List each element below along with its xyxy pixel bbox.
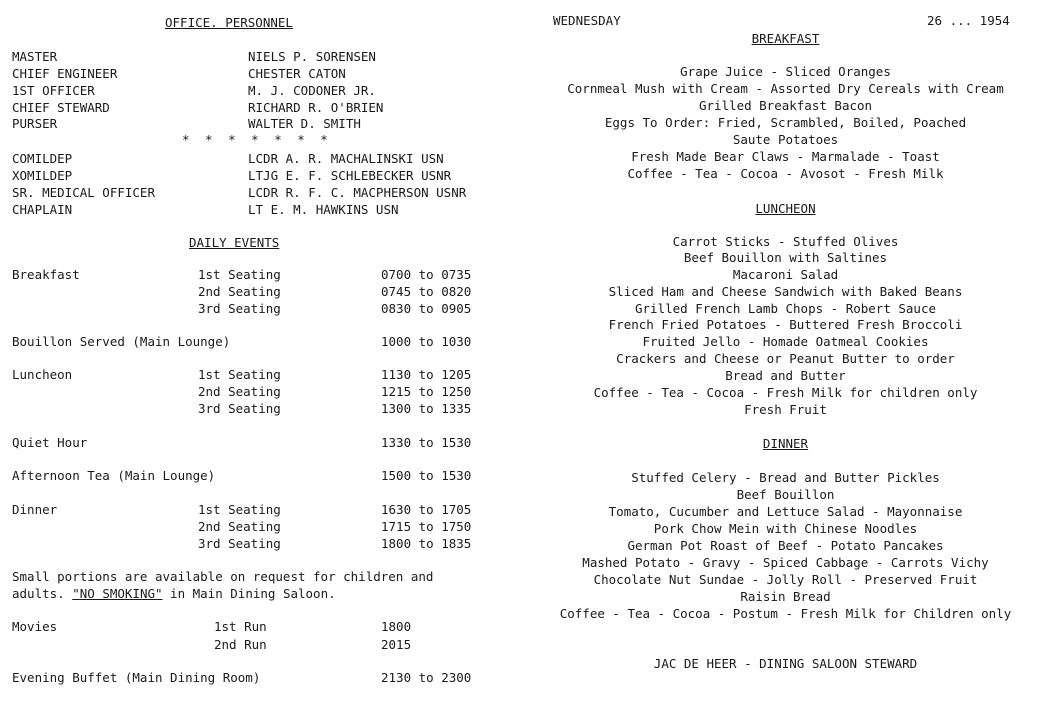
event-detail: 3rd Seating (198, 536, 281, 551)
menu-item: Saute Potatoes (732, 132, 839, 147)
menu-item: Macaroni Salad (732, 267, 839, 282)
menu-item: Sliced Ham and Cheese Sandwich with Baked Beans (608, 284, 963, 299)
personnel-heading: OFFICE. PERSONNEL (165, 15, 293, 30)
navy-name: LCDR A. R. MACHALINSKI USN (248, 151, 444, 166)
daily-events-heading: DAILY EVENTS (189, 235, 280, 250)
menu-item: German Pot Roast of Beef - Potato Pancakes (627, 538, 944, 553)
officer-name: NIELS P. SORENSEN (248, 49, 376, 64)
event-time: 2130 to 2300 (381, 670, 472, 685)
event-time: 1715 to 1750 (381, 519, 472, 534)
navy-name: LT E. M. HAWKINS USN (248, 202, 399, 217)
event-name: Bouillon Served (Main Lounge) (12, 334, 231, 349)
event-time: 0745 to 0820 (381, 284, 472, 299)
event-detail: 2nd Seating (198, 384, 281, 399)
event-time: 1000 to 1030 (381, 334, 472, 349)
dinner-heading (515, 435, 1056, 452)
right-page (515, 0, 1056, 708)
left-page (0, 0, 515, 708)
event-detail: 2nd Seating (198, 284, 281, 299)
events-note (12, 568, 492, 602)
menu-item: Coffee - Tea - Cocoa - Fresh Milk for children only (593, 385, 978, 400)
menu-item: Bread and Butter (725, 368, 846, 383)
menu-item: Mashed Potato - Gravy - Spiced Cabbage - Carrots Vichy (582, 555, 989, 570)
menu-day: WEDNESDAY (553, 13, 621, 28)
event-name: Breakfast (12, 267, 80, 282)
navy-role: SR. MEDICAL OFFICER (12, 185, 155, 200)
breakfast-heading-text: BREAKFAST (751, 31, 820, 46)
menu-date: 26 ... 1954 (927, 13, 1010, 28)
dining-saloon-steward: JAC DE HEER - DINING SALOON STEWARD (653, 656, 918, 671)
menu-item: Grilled Breakfast Bacon (698, 98, 873, 113)
event-detail: 2nd Run (214, 637, 267, 652)
menu-item: Eggs To Order: Fried, Scrambled, Boiled, Poached (604, 115, 967, 130)
event-name: Luncheon (12, 367, 73, 382)
menu-item: Cornmeal Mush with Cream - Assorted Dry Cereals with Cream (567, 81, 1004, 96)
menu-item: Stuffed Celery - Bread and Butter Pickles (631, 470, 940, 485)
officer-name: RICHARD R. O'BRIEN (248, 100, 384, 115)
menu-item: Grilled French Lamb Chops - Robert Sauce (634, 301, 937, 316)
navy-role: XOMILDEP (12, 168, 73, 183)
event-detail: 1st Seating (198, 267, 281, 282)
event-name: Afternoon Tea (Main Lounge) (12, 468, 216, 483)
menu-item: Pork Chow Mein with Chinese Noodles (653, 521, 918, 536)
event-time: 1800 (381, 619, 412, 634)
menu-item: Coffee - Tea - Cocoa - Postum - Fresh Milk for Children only (559, 606, 1012, 621)
event-time: 0700 to 0735 (381, 267, 472, 282)
menu-item: French Fried Potatoes - Buttered Fresh Broccoli (608, 317, 963, 332)
note-text-end: in Main Dining Saloon. (162, 586, 336, 601)
event-detail: 3rd Seating (198, 301, 281, 316)
event-name: Dinner (12, 502, 58, 517)
event-detail: 1st Seating (198, 367, 281, 382)
menu-item: Grape Juice - Sliced Oranges (680, 64, 891, 79)
officer-name: M. J. CODONER JR. (248, 83, 376, 98)
event-name: Movies (12, 619, 58, 634)
dinner-heading-text: DINNER (762, 436, 809, 451)
event-name: Evening Buffet (Main Dining Room) (12, 670, 261, 685)
event-time: 0830 to 0905 (381, 301, 472, 316)
navy-role: COMILDEP (12, 151, 73, 166)
navy-name: LCDR R. F. C. MACPHERSON USNR (248, 185, 467, 200)
menu-item: Fresh Fruit (744, 402, 827, 417)
menu-item: Raisin Bread (740, 589, 831, 604)
event-detail: 1st Run (214, 619, 267, 634)
luncheon-heading (515, 200, 1056, 217)
event-time: 1800 to 1835 (381, 536, 472, 551)
officer-name: CHESTER CATON (248, 66, 346, 81)
menu-item: Chocolate Nut Sundae - Jolly Roll - Preserved Fruit (593, 572, 978, 587)
event-time: 2015 (381, 637, 412, 652)
menu-item: Beef Bouillon (736, 487, 835, 502)
officer-role: PURSER (12, 116, 58, 131)
event-detail: 2nd Seating (198, 519, 281, 534)
event-time: 1215 to 1250 (381, 384, 472, 399)
officer-name: WALTER D. SMITH (248, 116, 361, 131)
officer-role: CHIEF STEWARD (12, 100, 110, 115)
menu-item: Fruited Jello - Homade Oatmeal Cookies (642, 334, 929, 349)
officer-role: CHIEF ENGINEER (12, 66, 118, 81)
event-detail: 3rd Seating (198, 401, 281, 416)
menu-item: Coffee - Tea - Cocoa - Avosot - Fresh Milk (627, 166, 944, 181)
officer-role: MASTER (12, 49, 58, 64)
event-name: Quiet Hour (12, 435, 88, 450)
menu-item: Beef Bouillon with Saltines (683, 250, 888, 265)
navy-role: CHAPLAIN (12, 202, 73, 217)
note-text: Small portions are available on request for children and adults. (12, 569, 434, 601)
no-smoking-notice: "NO SMOKING" (72, 586, 163, 601)
breakfast-heading (515, 30, 1056, 47)
menu-item: Carrot Sticks - Stuffed Olives (672, 234, 899, 249)
officer-role: 1ST OFFICER (12, 83, 95, 98)
luncheon-heading-text: LUNCHEON (755, 201, 816, 216)
menu-item: Fresh Made Bear Claws - Marmalade - Toast (631, 149, 940, 164)
separator-stars: * * * * * * * (182, 132, 332, 147)
navy-name: LTJG E. F. SCHLEBECKER USNR (248, 168, 452, 183)
event-time: 1500 to 1530 (381, 468, 472, 483)
event-time: 1630 to 1705 (381, 502, 472, 517)
menu-item: Crackers and Cheese or Peanut Butter to order (616, 351, 955, 366)
event-time: 1130 to 1205 (381, 367, 472, 382)
menu-item: Tomato, Cucumber and Lettuce Salad - Mayonnaise (608, 504, 963, 519)
event-time: 1330 to 1530 (381, 435, 472, 450)
event-time: 1300 to 1335 (381, 401, 472, 416)
event-detail: 1st Seating (198, 502, 281, 517)
